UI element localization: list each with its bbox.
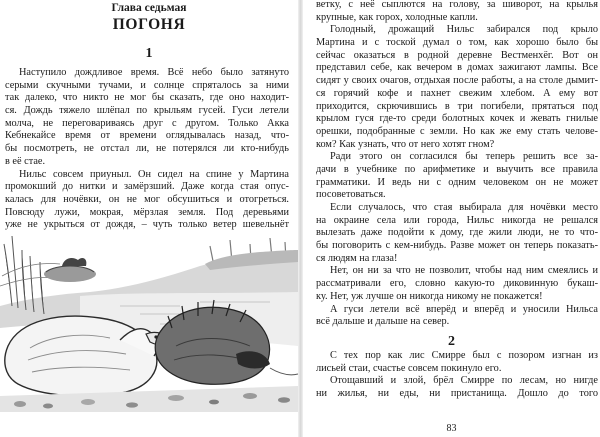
text-line: ни жилья, ни еды, ни пристанища. Дошло до того — [316, 388, 598, 400]
text-line: Мартина и с тоской думал о том, как хорошо было бы — [316, 37, 598, 49]
page-number: 83 — [446, 423, 457, 434]
text-line: приходится, скрючившись в три погибели, прятаться под — [316, 100, 598, 112]
chapter-title: ПОГОНЯ — [112, 16, 186, 33]
text-line: Кебнекайсе время от времени оглядывалась назад, что- — [5, 130, 289, 142]
text-line: серыми скучными тучами, и солнце спряталось за ними — [5, 79, 289, 91]
text-line: Повсюду лужи, мокрая, мёрзлая земля. Под деревьями — [5, 206, 289, 218]
text-line: всё дальше и дальше на север. — [316, 316, 450, 328]
right-page-text-top — [316, 0, 598, 329]
text-line: грамматики. И ведь ни с одним человеком он не может — [316, 176, 598, 188]
text-line: Ради этого он согласился бы теперь решить все за- — [330, 151, 598, 163]
text-line: промокший до нитки и замёрзший. Даже когда стая опус- — [5, 181, 289, 193]
text-line: А гуси летели всё вперёд и вперёд и уносили Нильса — [330, 303, 598, 315]
text-line: крылом гуся где-то среди болотных кочек и жевать гнилые — [316, 113, 598, 125]
text-line: калась для ночёвки, он не мог обсушиться и отогреться. — [5, 193, 289, 205]
text-line: Наступило дождливое время. Всё небо было затянуто — [19, 67, 289, 78]
text-line: дачи в учебнике по арифметике и выучить все правила — [316, 163, 598, 175]
text-line: ветку, с неё сыплются на голову, за шиворот, на крылья — [316, 0, 598, 10]
text-line: сейчас оказаться в родной деревне Вестменхёг. Вот он — [316, 49, 598, 61]
text-line: крупные, как горох, холодные капли. — [316, 11, 478, 23]
text-line: посоветоваться. — [316, 189, 386, 201]
text-line: уже не укрыться от дождя, – чуть только ветер шевельнёт — [5, 219, 289, 231]
left-page-text — [5, 67, 289, 232]
text-line: сидят у своих очагов, отдыхая после работы, а на столе дымит- — [316, 75, 598, 87]
section-number-1: 1 — [145, 46, 153, 61]
section-number-2: 2 — [448, 334, 455, 349]
text-line: Если случалось, что стая выбирала для ночёвки место — [330, 202, 598, 213]
text-line: бы поговорить с кем-нибудь. Разве может он теперь показать- — [316, 240, 598, 252]
text-line: орешки, подобранные с земли. Но как же ему стать челове- — [316, 125, 598, 137]
text-line: рассматривали его, словно какую-то диковинную букаш- — [316, 278, 598, 290]
text-line: С тех пор как лис Смирре был с позором изгнан из — [330, 350, 598, 361]
chapter-label: Глава седьмая — [111, 2, 187, 14]
text-line: на окраине села или города, Нильс никогда не решался — [316, 214, 598, 226]
text-line: ся людям на глаза! — [316, 252, 398, 264]
text-line: молча, не переговариваясь друг с другом. Только Акка — [5, 117, 289, 129]
text-line: вылезать даже подойти к дому, где жили люди, не то что- — [316, 227, 598, 239]
text-line: ся. Дождь тяжело шлёпал по крыльям гусей. Гуси летели — [5, 105, 289, 117]
text-line: Нильс совсем приуныл. Он сидел на спине у Мартина — [19, 168, 289, 180]
text-line: Голодный, дрожащий Нильс забирался под крыло — [330, 24, 598, 36]
text-line: Отощавший и злой, брёл Смирре по лесам, но нигде — [330, 375, 598, 387]
text-line: в её стае. — [5, 155, 46, 167]
text-line: ся горячий кофе и пахнет свежим хлебом. А ему вот — [316, 87, 598, 99]
text-line: лисьей стаи, счастье совсем покинуло его. — [316, 362, 502, 374]
text-line: ку. Нет, уж лучше он никогда никому не покажется! — [316, 290, 543, 302]
text-line: ком? Как узнать, что от него хотят гном? — [316, 138, 495, 150]
text-line: так далеко, что никто не мог бы сказать, где оно находит- — [5, 92, 289, 104]
text-line: представил себе, как вечером в домах зажигают лампы. Все — [316, 62, 598, 74]
text-line: бы посмотреть, не отстал ли, не потерялся ли кто-нибудь — [5, 143, 289, 155]
watermark-logo — [70, 316, 530, 396]
text-line: Нет, он ни за что не позволит, чтобы над ним смеялись и — [330, 265, 598, 277]
